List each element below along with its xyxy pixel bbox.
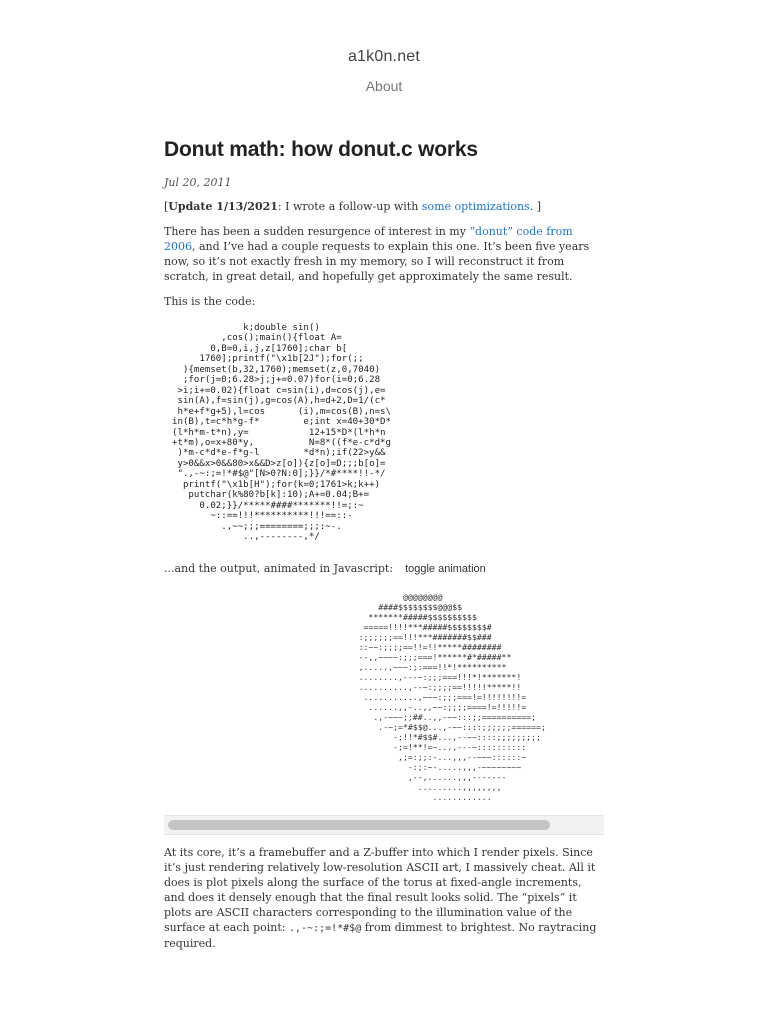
post-content — [164, 138, 604, 951]
intro-paragraph — [164, 224, 604, 284]
code-intro: This is the code: — [164, 295, 256, 308]
body-text-end: from dimmest to brightest. No raytracing required. — [164, 920, 597, 950]
body-text-start: At its core, it’s a framebuffer and a Z-buffer into which I render pixels. Since it’s just rendering relatively low-resolution ASCII art, I massively cheat. All it does is plot pixels along the surface of the torus at fixed-angle increments, and does it densely enough that the final result looks solid. The “pixels” it plots are ASCII characters corresponding to the illumination value of the surface at each point: — [164, 845, 596, 934]
site-header — [0, 0, 768, 94]
luminance-chars: .,-~:;=!*#$@ — [288, 922, 362, 934]
intro-text-start: There has been a sudden resurgence of interest in my — [164, 225, 470, 238]
body-paragraph — [164, 845, 604, 951]
optimizations-link[interactable]: some optimizations — [421, 200, 530, 213]
toggle-animation-link[interactable]: toggle animation — [405, 562, 486, 575]
update-text: : I wrote a follow-up with — [277, 200, 422, 213]
nav-about-link[interactable]: About — [365, 78, 403, 94]
update-close: . ] — [529, 200, 541, 213]
output-intro-line — [164, 561, 604, 577]
site-title[interactable]: a1k0n.net — [347, 48, 421, 65]
update-label: Update 1/13/2021 — [168, 200, 278, 213]
scrollbar-thumb[interactable] — [168, 820, 550, 830]
update-note — [164, 199, 604, 214]
output-intro: ...and the output, animated in Javascript: — [164, 561, 394, 575]
donut-code-link[interactable]: “donut” code from 2006 — [164, 225, 573, 253]
intro-text-end: , and I’ve had a couple requests to explain this one. It’s been five years now, so it’s not exactly fresh in my memory, so I will reconstruct it from scratch, in great detail, and hopefully get approximately the same result. — [164, 240, 590, 283]
donut-ascii-output: @@@@@@@@ ####$$$$$$$$@@@$$ *******#####$$$$$$$$$$ =====!!!!***#####$$$$$$$$# :;;;;;;==!!!***#######$$### ::~~:;;;;==!!=!!*****######## --,,~~~~:;;;===!******#*#####** ,.....,~~~:;:===!!*!********** ........,---~:;;;===!!!*!*******! ..........,--~:;;;;==!!!!!*****!! ...........,~~~:;;;===!=!!!!!!!!= ......,,-..,,~~:;;;;====!=!!!!!= .,-~~~;;##..,,-~~:::;;==========; .-~;=*#$$@...,-~~::::;;;;;;======; -;!!*#$$#...,--~~::::;;;;;;;;; -;=!**!=~...,---~:::::::::: ,;=:;;:-...,,,--~~~::::::~ -:;:~-.....,,,-~~~~~~~~ ,--,......,,,------- .........,,,,,,,, ............ — [358, 591, 546, 803]
post-title: Donut math: how donut.c works — [164, 138, 478, 161]
donut-source-code: k;double sin() ,cos();main(){float A= 0,B=0,i,j,z[1760];char b[ 1760];printf("\x1b[2J");for(;; ){memset(b,32,1760);memset(z,0,7040) ;for(j=0;6.28>j;j+=0.07)for(i=0;6.28 >i;i+=0.02){float c=sin(i),d=cos(j),e= sin(A),f=sin(j),g=cos(A),h=d+2,D=1/(c* h*e+f*g+5),l=cos (i),m=cos(B),n=s\ in(B),t=c*h*g-f* e;int x=40+30*D* (l*h*m-t*n),y= 12+15*D*(l*h*n +t*m),o=x+80*y, N=8*((f*e-c*d*g )*m-c*d*e-f*g-l *d*n);if(22>y&& y>0&&x>0&&80>x&&D>z[o]){z[o]=D;;;b[o]= ".,-~:;=!*#$@"[N>0?N:0];}}/*#****!!-*/ printf("\x1b[H");for(k=0;1761>k;k++) putchar(k%80?b[k]:10);A+=0.04;B+= 0.02;}}/*****####*******!!=;:~ ~::==!!!**********!!!==::- .,~~;;;========;;;:~-. ..,--------,*/ — [172, 323, 391, 543]
update-open: [ — [164, 200, 169, 213]
horizontal-scrollbar[interactable] — [164, 815, 604, 835]
post-date: Jul 20, 2011 — [164, 176, 232, 189]
